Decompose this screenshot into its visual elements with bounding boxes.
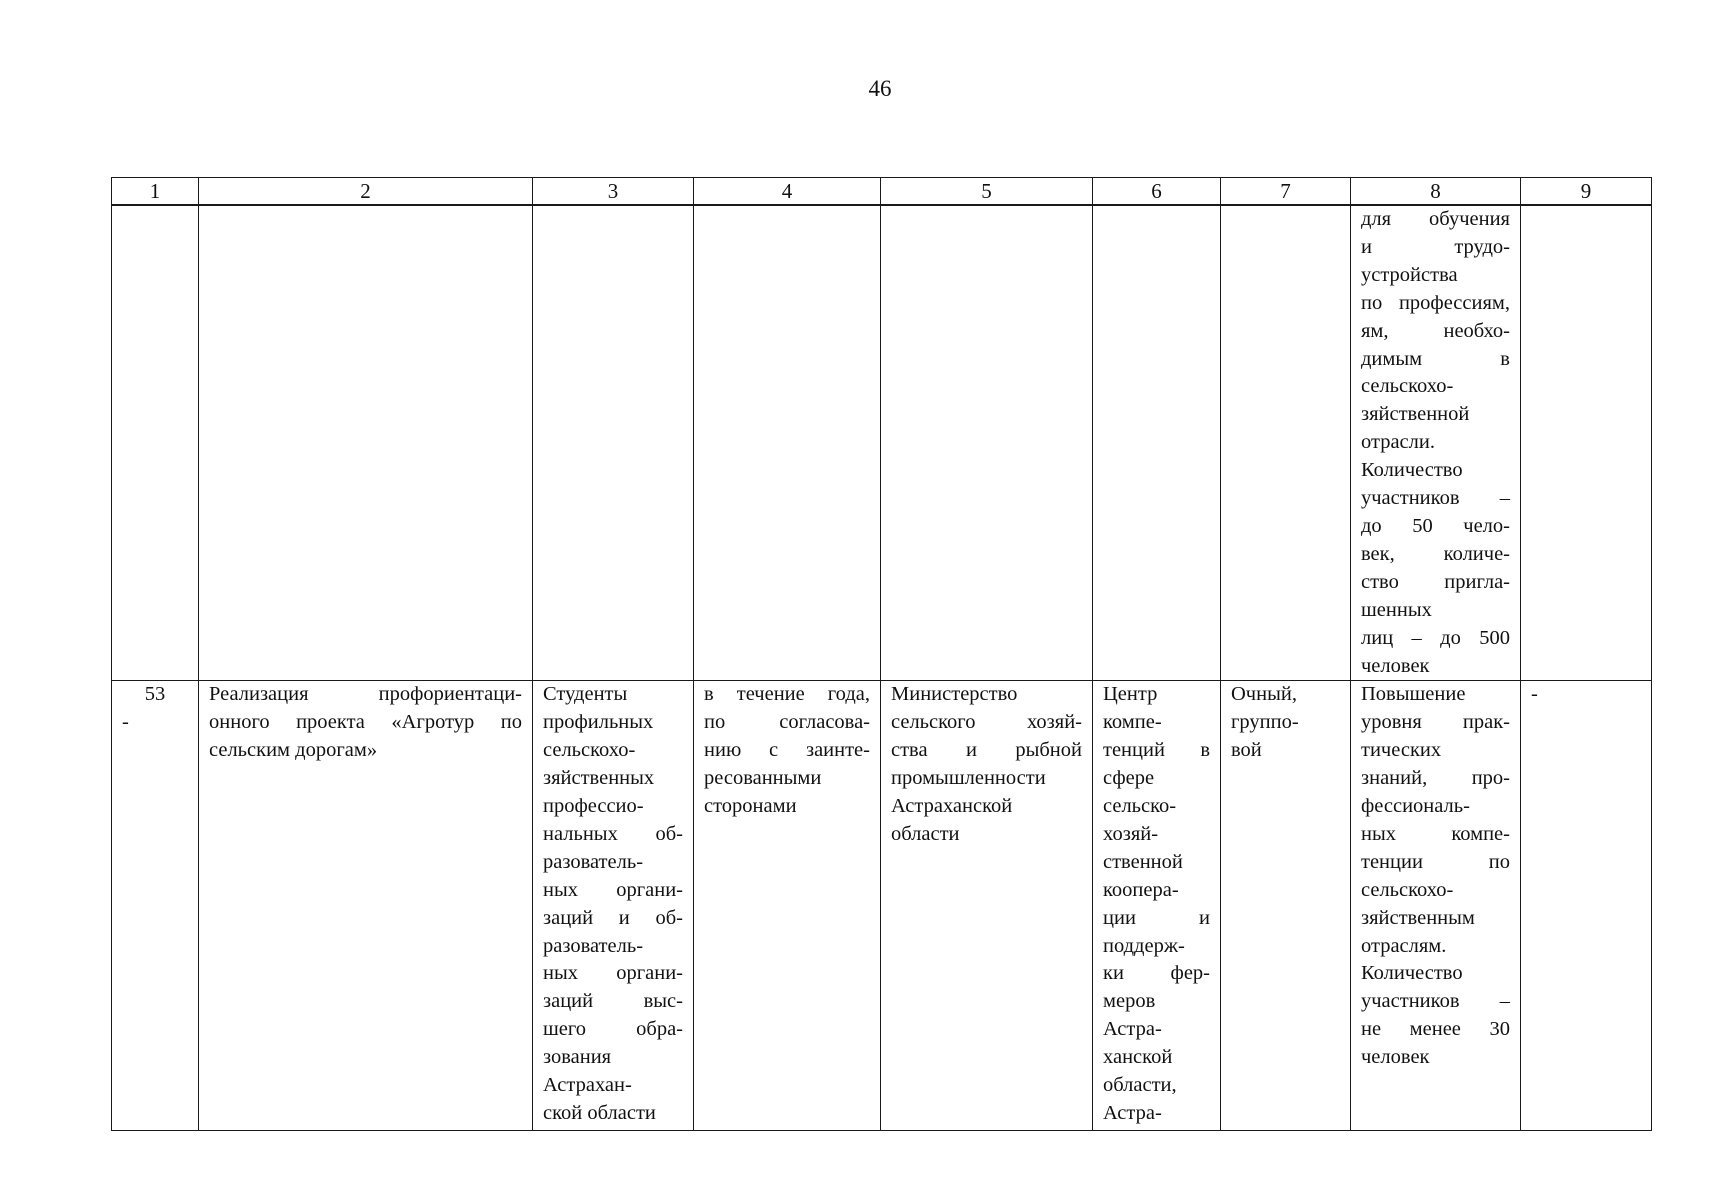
cell-line: и трудо- xyxy=(1361,235,1510,258)
cell-line: ям, необхо- xyxy=(1361,319,1510,342)
cell-line: ции и xyxy=(1103,906,1210,929)
cell-venue xyxy=(1093,205,1221,681)
cell-responsible xyxy=(881,681,1093,1131)
cell-line: димым в xyxy=(1361,347,1510,370)
column-header-7: 7 xyxy=(1221,178,1351,206)
cell-line: сельскохо- xyxy=(1361,878,1454,901)
cell-line: зяйственной xyxy=(1361,403,1470,426)
cell-line: заций и об- xyxy=(543,906,683,929)
cell-line: Реализация профориентаци- xyxy=(209,683,522,706)
cell-line: Астраханской xyxy=(891,795,1013,818)
column-number-row xyxy=(112,178,1652,206)
cell-line: - xyxy=(1531,683,1538,706)
cell-number xyxy=(112,681,199,1131)
cell-line: сельского хозяй- xyxy=(891,711,1082,734)
cell-line: ской области xyxy=(543,1102,656,1124)
cell-line: Количество xyxy=(1361,962,1463,985)
cell-line: ных органи- xyxy=(543,962,683,985)
cell-line: тенции по xyxy=(1361,850,1510,873)
cell-participants xyxy=(533,205,694,681)
table-row xyxy=(112,681,1652,1131)
cell-line: зяйственных xyxy=(543,767,655,790)
cell-line: области xyxy=(891,822,960,845)
cell-line: фессиональ- xyxy=(1361,795,1470,818)
cell-line: знаний, про- xyxy=(1361,767,1510,790)
cell-line: Количество xyxy=(1361,459,1463,482)
cell-line: шенных xyxy=(1361,598,1432,621)
cell-responsible xyxy=(881,205,1093,681)
cell-line: человек xyxy=(1361,654,1430,677)
cell-line: сельскохо- xyxy=(1361,375,1454,398)
cell-line: сфере xyxy=(1103,767,1155,790)
cell-format xyxy=(1221,681,1351,1131)
cell-line: по согласова- xyxy=(704,711,870,734)
cell-number xyxy=(112,205,199,681)
cell-line: сельским дорогам» xyxy=(209,739,378,762)
cell-line: человек xyxy=(1361,1046,1430,1069)
cell-line: отрасли. xyxy=(1361,431,1435,454)
cell-line: по профессиям, xyxy=(1361,291,1510,314)
column-header-3: 3 xyxy=(533,178,694,206)
cell-line: уровня прак- xyxy=(1361,711,1510,734)
cell-line: нальных об- xyxy=(543,822,683,845)
cell-line: тенций в xyxy=(1103,739,1210,762)
page-number: 46 xyxy=(868,76,892,101)
cell-line: век, количе- xyxy=(1361,542,1510,565)
cell-line: - xyxy=(122,711,129,734)
cell-line: зования xyxy=(543,1046,612,1069)
cell-line: лиц – до 500 xyxy=(1361,626,1510,649)
cell-line: Астрахан- xyxy=(543,1074,632,1097)
cell-event-name xyxy=(199,205,533,681)
cell-line: заций выс- xyxy=(543,990,683,1013)
cell-line: хозяй- xyxy=(1103,822,1159,845)
cell-line: Министерство xyxy=(891,683,1018,706)
cell-line: коопера- xyxy=(1103,878,1179,901)
cell-line: до 50 чело- xyxy=(1361,514,1510,537)
cell-line: сторонами xyxy=(704,795,797,818)
cell-line: ханской xyxy=(1103,1046,1173,1069)
cell-line: устройства xyxy=(1361,263,1458,286)
cell-line: ства и рыбной xyxy=(891,739,1082,762)
cell-line: поддерж- xyxy=(1103,934,1185,957)
cell-line: разователь- xyxy=(543,850,644,873)
column-header-2: 2 xyxy=(199,178,533,206)
cell-line: Повышение xyxy=(1361,683,1466,706)
cell-result xyxy=(1351,681,1521,1131)
cell-line: разователь- xyxy=(543,934,644,957)
cell-period xyxy=(694,205,881,681)
cell-line: шего обра- xyxy=(543,1018,683,1041)
cell-line: сельскохо- xyxy=(543,739,636,762)
column-header-1: 1 xyxy=(112,178,199,206)
cell-line: Астра- xyxy=(1103,1018,1162,1041)
cell-line: 53 xyxy=(144,683,166,706)
table-row xyxy=(112,205,1652,681)
cell-line: профильных xyxy=(543,711,654,734)
cell-note xyxy=(1521,205,1652,681)
column-header-5: 5 xyxy=(881,178,1093,206)
cell-line: промышленности xyxy=(891,767,1046,790)
column-header-8: 8 xyxy=(1351,178,1521,206)
cell-line: отраслям. xyxy=(1361,934,1447,957)
cell-event-name xyxy=(199,681,533,1131)
cell-line: компе- xyxy=(1103,711,1162,734)
cell-line: ных органи- xyxy=(543,878,683,901)
cell-period xyxy=(694,681,881,1131)
cell-line: тических xyxy=(1361,739,1442,762)
measures-table xyxy=(111,177,1652,1131)
cell-line: в течение года, xyxy=(704,683,870,706)
column-header-6: 6 xyxy=(1093,178,1221,206)
cell-line: группо- xyxy=(1231,711,1299,734)
cell-line: ство пригла- xyxy=(1361,570,1510,593)
cell-note xyxy=(1521,681,1652,1131)
cell-format xyxy=(1221,205,1351,681)
cell-line: Центр xyxy=(1103,683,1158,706)
cell-line: ки фер- xyxy=(1103,962,1210,985)
cell-venue xyxy=(1093,681,1221,1131)
cell-line: участников – xyxy=(1361,487,1510,510)
cell-line: профессио- xyxy=(543,795,644,818)
cell-line: сельско- xyxy=(1103,795,1177,818)
cell-line: Очный, xyxy=(1231,683,1297,706)
cell-line: Студенты xyxy=(543,683,628,706)
cell-line: области, xyxy=(1103,1074,1177,1097)
cell-line: онного проекта «Агротур по xyxy=(209,711,522,734)
cell-line: не менее 30 xyxy=(1361,1018,1510,1041)
cell-line: нию с заинте- xyxy=(704,739,870,762)
cell-result xyxy=(1351,205,1521,681)
cell-line: ресованными xyxy=(704,767,822,790)
cell-line: зяйственным xyxy=(1361,906,1475,929)
cell-line: ных компе- xyxy=(1361,822,1510,845)
cell-participants xyxy=(533,681,694,1131)
cell-line: меров xyxy=(1103,990,1156,1013)
cell-line: Астра- xyxy=(1103,1102,1162,1124)
column-header-9: 9 xyxy=(1521,178,1652,206)
cell-line: вой xyxy=(1231,739,1262,762)
column-header-4: 4 xyxy=(694,178,881,206)
cell-line: участников – xyxy=(1361,990,1510,1013)
cell-line: ственной xyxy=(1103,850,1183,873)
cell-line: для обучения xyxy=(1361,208,1510,230)
